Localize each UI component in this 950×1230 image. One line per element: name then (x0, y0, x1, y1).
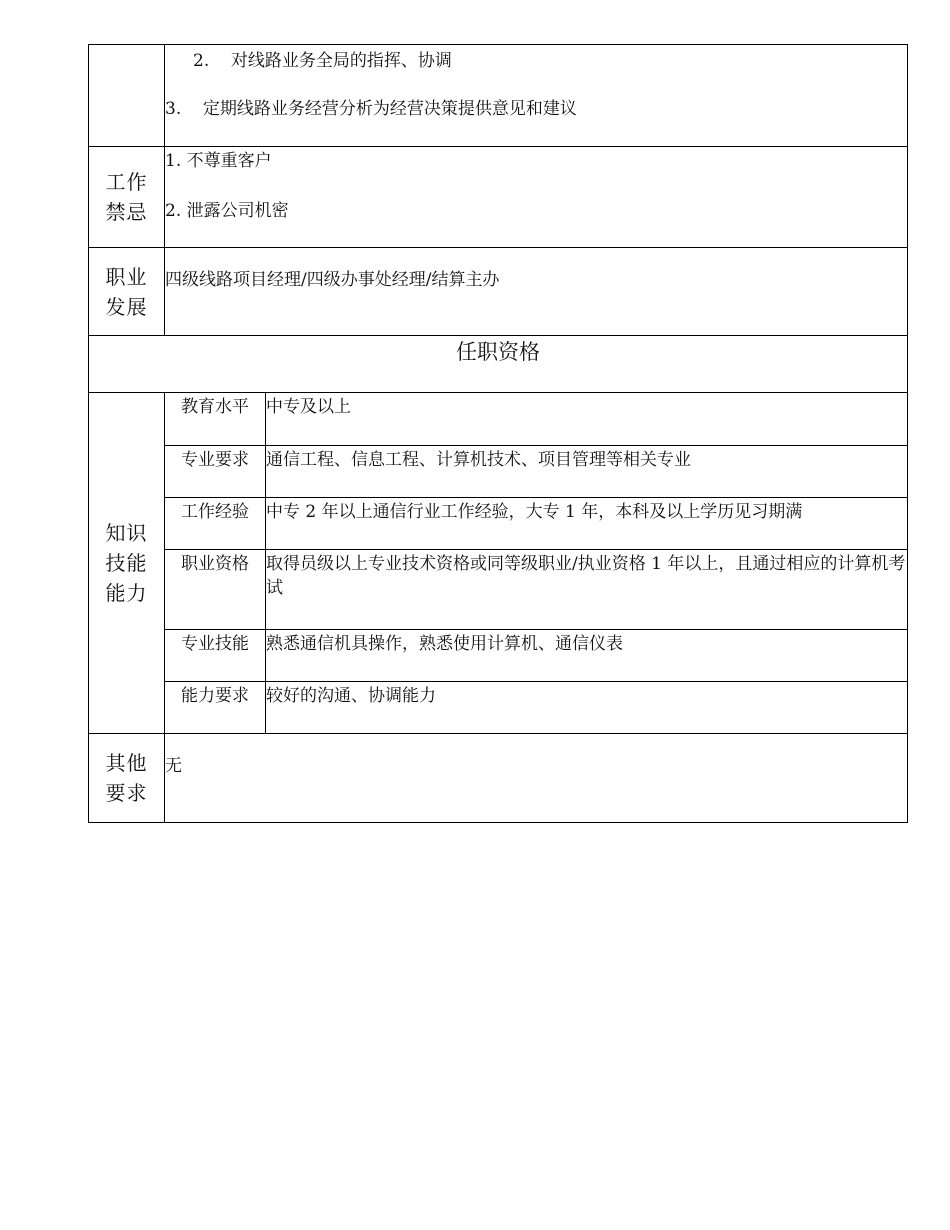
section-title: 任职资格 (89, 336, 908, 393)
skill-row (89, 446, 908, 498)
skill-name: 工作经验 (165, 498, 266, 550)
skill-name: 能力要求 (165, 682, 266, 734)
skill-row (89, 682, 908, 734)
other-content (165, 734, 908, 823)
career-label: 职业发展 (89, 248, 165, 336)
career-content (165, 248, 908, 336)
duties-content (165, 45, 908, 147)
taboos-label: 工作禁忌 (89, 147, 165, 248)
skill-value: 中专 2 年以上通信行业工作经验，大专 1 年，本科及以上学历见习期满 (266, 498, 908, 550)
skill-name: 教育水平 (165, 393, 266, 446)
qualifications-header-row (89, 336, 908, 393)
taboo-item: 2. 泄露公司机密 (165, 201, 289, 221)
duty-item: 3. 定期线路业务经营分析为经营决策提供意见和建议 (165, 99, 577, 119)
skill-value: 取得员级以上专业技术资格或同等级职业/执业资格 1 年以上，且通过相应的计算机考试 (266, 550, 908, 630)
skill-row (89, 498, 908, 550)
duties-row (89, 45, 908, 147)
taboos-content (165, 147, 908, 248)
skill-name: 专业技能 (165, 630, 266, 682)
other-row (89, 734, 908, 823)
skill-value: 熟悉通信机具操作，熟悉使用计算机、通信仪表 (266, 630, 908, 682)
skill-row (89, 550, 908, 630)
skill-value: 较好的沟通、协调能力 (266, 682, 908, 734)
duties-label-cell (89, 45, 165, 147)
skills-label: 知识技能能力 (89, 393, 165, 734)
career-value: 四级线路项目经理/四级办事处经理/结算主办 (165, 270, 500, 290)
career-row (89, 248, 908, 336)
taboos-row (89, 147, 908, 248)
skill-value: 通信工程、信息工程、计算机技术、项目管理等相关专业 (266, 446, 908, 498)
duty-item: 2. 对线路业务全局的指挥、协调 (193, 51, 452, 71)
job-description-table (88, 44, 908, 823)
other-value: 无 (165, 756, 182, 776)
other-label: 其他要求 (89, 734, 165, 823)
taboo-item: 1. 不尊重客户 (165, 151, 272, 171)
skill-name: 专业要求 (165, 446, 266, 498)
skill-value: 中专及以上 (266, 393, 908, 446)
skill-row (89, 630, 908, 682)
skill-row (89, 393, 908, 446)
skill-name: 职业资格 (165, 550, 266, 630)
